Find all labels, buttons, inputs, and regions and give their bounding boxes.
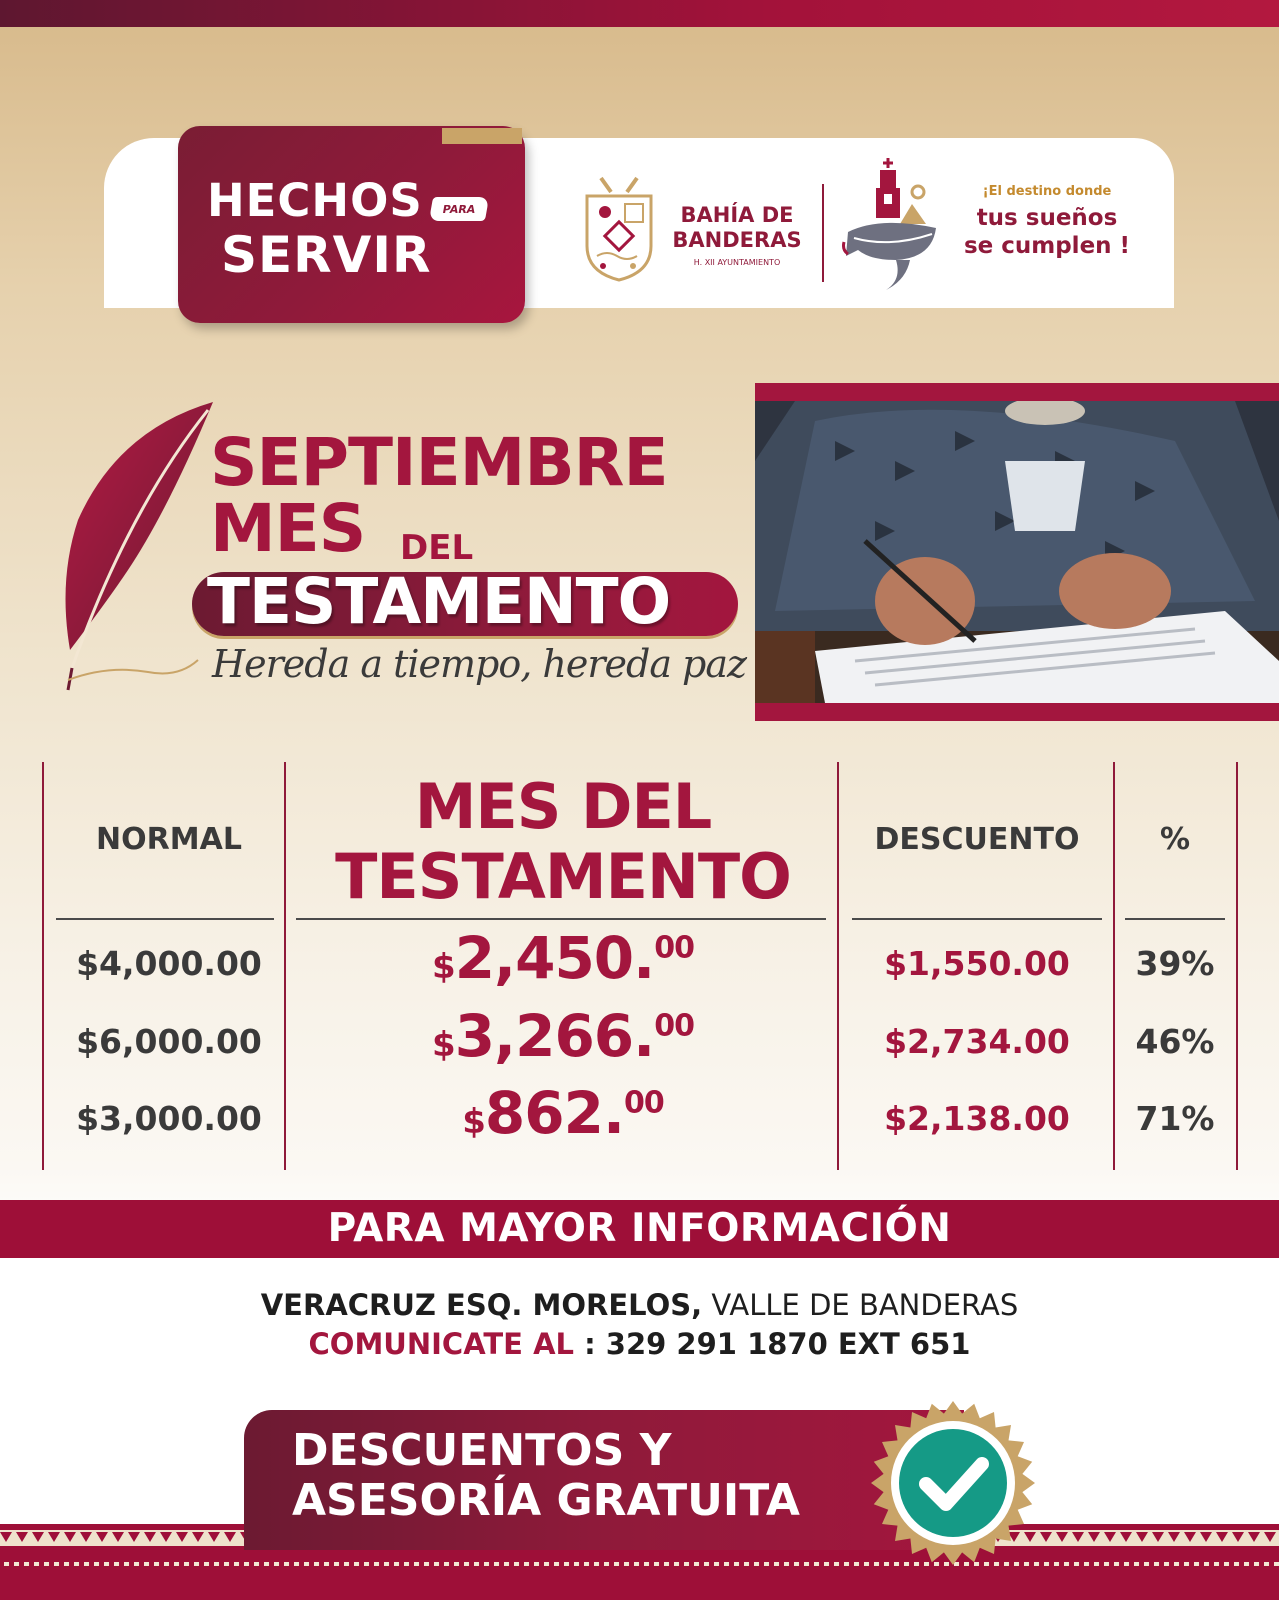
dot-mark: [414, 1562, 419, 1566]
header-rule: [56, 918, 274, 920]
dot-mark: [264, 1562, 269, 1566]
badge-tab-accent: [442, 128, 522, 144]
feather-quill-icon: [48, 400, 218, 700]
dot-mark: [434, 1562, 439, 1566]
title-line3: TESTAMENTO: [207, 565, 671, 638]
col-header-main: [290, 772, 836, 912]
whale-church-logo-icon: [840, 154, 950, 294]
dot-mark: [754, 1562, 759, 1566]
table-divider: [284, 762, 286, 1170]
phone-number: : 329 291 1870 EXT 651: [574, 1327, 971, 1361]
slogan-main: [957, 204, 1137, 260]
address-street: VERACRUZ ESQ. MORELOS,: [260, 1288, 703, 1322]
col-header-descuento: DESCUENTO: [874, 822, 1080, 857]
dot-mark: [194, 1562, 199, 1566]
normal-price: $4,000.00: [76, 944, 262, 983]
dot-mark: [1204, 1562, 1209, 1566]
dot-mark: [154, 1562, 159, 1566]
promo-amount: 2,450.: [454, 924, 655, 992]
col-header-main-line2: TESTAMENTO: [335, 840, 791, 913]
dot-mark: [534, 1562, 539, 1566]
dot-mark: [574, 1562, 579, 1566]
dot-mark: [144, 1562, 149, 1566]
dot-mark: [454, 1562, 459, 1566]
promo-price: [290, 1079, 836, 1147]
dot-mark: [794, 1562, 799, 1566]
dot-mark: [164, 1562, 169, 1566]
dot-mark: [74, 1562, 79, 1566]
dot-mark: [44, 1562, 49, 1566]
discount-percent: 71%: [1135, 1099, 1215, 1138]
dot-mark: [4, 1562, 9, 1566]
info-heading: PARA MAYOR INFORMACIÓN: [327, 1206, 952, 1251]
address: [0, 1288, 1279, 1322]
dot-mark: [1174, 1562, 1179, 1566]
col-header-main-line1: MES DEL: [414, 770, 712, 843]
currency-sign: $: [432, 1025, 455, 1065]
dot-mark: [14, 1562, 19, 1566]
dot-mark: [234, 1562, 239, 1566]
servir-text: SERVIR: [221, 226, 432, 284]
dot-mark: [834, 1562, 839, 1566]
promo-cents: 00: [624, 1085, 664, 1121]
dot-mark: [114, 1562, 119, 1566]
dot-mark: [374, 1562, 379, 1566]
hechos-text: HECHOS: [207, 174, 423, 227]
discount-amount: $2,734.00: [884, 1022, 1070, 1061]
dot-mark: [334, 1562, 339, 1566]
dot-mark: [1104, 1562, 1109, 1566]
phone-label: COMUNICATE AL: [308, 1327, 575, 1361]
promo-cents: 00: [654, 930, 694, 966]
discount-percent: 46%: [1135, 1022, 1215, 1061]
dot-mark: [504, 1562, 509, 1566]
promo-amount: 3,266.: [454, 1002, 655, 1070]
dot-mark: [314, 1562, 319, 1566]
dot-mark: [444, 1562, 449, 1566]
dot-mark: [54, 1562, 59, 1566]
dot-mark: [1084, 1562, 1089, 1566]
dot-mark: [584, 1562, 589, 1566]
dot-mark: [654, 1562, 659, 1566]
dot-mark: [464, 1562, 469, 1566]
dot-mark: [294, 1562, 299, 1566]
dot-mark: [704, 1562, 709, 1566]
dot-mark: [724, 1562, 729, 1566]
table-divider: [42, 762, 44, 1170]
currency-sign: $: [432, 947, 455, 987]
dot-mark: [1244, 1562, 1249, 1566]
dot-mark: [814, 1562, 819, 1566]
dot-mark: [344, 1562, 349, 1566]
check-seal-icon: [868, 1398, 1038, 1568]
dot-mark: [544, 1562, 549, 1566]
dot-mark: [34, 1562, 39, 1566]
municipio-name: [667, 203, 807, 253]
para-text: PARA: [429, 197, 489, 221]
bottom-line1: DESCUENTOS Y: [292, 1425, 672, 1476]
header-rule: [296, 918, 826, 920]
logo-divider: [822, 184, 824, 282]
dot-mark: [1254, 1562, 1259, 1566]
dot-mark: [134, 1562, 139, 1566]
address-town: VALLE DE BANDERAS: [702, 1288, 1019, 1322]
dot-mark: [624, 1562, 629, 1566]
table-divider: [837, 762, 839, 1170]
dot-mark: [184, 1562, 189, 1566]
dot-mark: [1074, 1562, 1079, 1566]
col-header-pct: %: [1159, 822, 1191, 857]
dot-mark: [1154, 1562, 1159, 1566]
bottom-line2: ASESORÍA GRATUITA: [292, 1475, 800, 1526]
dot-mark: [1124, 1562, 1129, 1566]
dot-mark: [1214, 1562, 1219, 1566]
dot-mark: [1184, 1562, 1189, 1566]
dot-mark: [1114, 1562, 1119, 1566]
dot-mark: [324, 1562, 329, 1566]
promo-price: [290, 1002, 836, 1070]
title-line2-mes: MES: [210, 490, 366, 567]
dot-mark: [674, 1562, 679, 1566]
dot-mark: [644, 1562, 649, 1566]
dot-mark: [424, 1562, 429, 1566]
normal-price: $3,000.00: [76, 1099, 262, 1138]
dot-mark: [274, 1562, 279, 1566]
phone-line: [0, 1327, 1279, 1361]
municipio-line1: BAHÍA DE: [680, 203, 794, 227]
dot-mark: [104, 1562, 109, 1566]
dot-mark: [174, 1562, 179, 1566]
dot-mark: [64, 1562, 69, 1566]
dot-pattern: [0, 1560, 1279, 1568]
photo-illustration: [755, 401, 1279, 703]
dot-mark: [554, 1562, 559, 1566]
dot-mark: [384, 1562, 389, 1566]
dot-mark: [694, 1562, 699, 1566]
dot-mark: [594, 1562, 599, 1566]
table-divider: [1236, 762, 1238, 1170]
dot-mark: [804, 1562, 809, 1566]
dot-mark: [1194, 1562, 1199, 1566]
dot-mark: [284, 1562, 289, 1566]
dot-mark: [844, 1562, 849, 1566]
promo-amount: 862.: [484, 1079, 625, 1147]
dot-mark: [204, 1562, 209, 1566]
dot-mark: [494, 1562, 499, 1566]
dot-mark: [614, 1562, 619, 1566]
slogan-line3: se cumplen !: [963, 233, 1131, 259]
dot-mark: [214, 1562, 219, 1566]
dot-mark: [94, 1562, 99, 1566]
dot-mark: [764, 1562, 769, 1566]
header-rule: [852, 918, 1102, 920]
dot-mark: [394, 1562, 399, 1566]
slogan-line2: tus sueños: [976, 205, 1118, 231]
dot-mark: [1064, 1562, 1069, 1566]
dot-mark: [304, 1562, 309, 1566]
dot-mark: [1094, 1562, 1099, 1566]
table-divider: [1113, 762, 1115, 1170]
dot-mark: [404, 1562, 409, 1566]
dot-mark: [774, 1562, 779, 1566]
municipal-crest-icon: [583, 174, 655, 282]
municipio-line2: BANDERAS: [672, 228, 802, 252]
dot-mark: [244, 1562, 249, 1566]
promo-price: [290, 924, 836, 992]
header-rule: [1125, 918, 1225, 920]
dot-mark: [714, 1562, 719, 1566]
dot-mark: [604, 1562, 609, 1566]
ayuntamiento-label: H. XII AYUNTAMIENTO: [693, 258, 781, 267]
dot-mark: [734, 1562, 739, 1566]
dot-mark: [24, 1562, 29, 1566]
dot-mark: [224, 1562, 229, 1566]
dot-mark: [1274, 1562, 1279, 1566]
dot-mark: [514, 1562, 519, 1566]
discount-amount: $1,550.00: [884, 944, 1070, 983]
dot-mark: [84, 1562, 89, 1566]
dot-mark: [524, 1562, 529, 1566]
dot-mark: [1044, 1562, 1049, 1566]
col-header-normal: NORMAL: [96, 822, 242, 857]
dot-mark: [484, 1562, 489, 1566]
dot-mark: [1264, 1562, 1269, 1566]
normal-price: $6,000.00: [76, 1022, 262, 1061]
dot-mark: [254, 1562, 259, 1566]
slogan-small: ¡El destino donde: [982, 184, 1112, 199]
dot-mark: [744, 1562, 749, 1566]
dot-mark: [684, 1562, 689, 1566]
dot-mark: [1144, 1562, 1149, 1566]
dot-mark: [784, 1562, 789, 1566]
discount-percent: 39%: [1135, 944, 1215, 983]
dot-mark: [664, 1562, 669, 1566]
dot-mark: [474, 1562, 479, 1566]
promo-cents: 00: [654, 1008, 694, 1044]
top-bar: [0, 0, 1279, 27]
dot-mark: [1164, 1562, 1169, 1566]
tagline: Hereda a tiempo, hereda paz: [212, 642, 747, 686]
dot-mark: [1234, 1562, 1239, 1566]
currency-sign: $: [462, 1102, 485, 1142]
title-line2-del: DEL: [400, 528, 474, 568]
dot-mark: [1134, 1562, 1139, 1566]
dot-mark: [854, 1562, 859, 1566]
discount-amount: $2,138.00: [884, 1099, 1070, 1138]
dot-mark: [564, 1562, 569, 1566]
dot-mark: [124, 1562, 129, 1566]
title-line1: SEPTIEMBRE: [210, 424, 668, 501]
dot-mark: [354, 1562, 359, 1566]
dot-mark: [634, 1562, 639, 1566]
dot-mark: [1224, 1562, 1229, 1566]
dot-mark: [824, 1562, 829, 1566]
dot-mark: [1054, 1562, 1059, 1566]
dot-mark: [364, 1562, 369, 1566]
